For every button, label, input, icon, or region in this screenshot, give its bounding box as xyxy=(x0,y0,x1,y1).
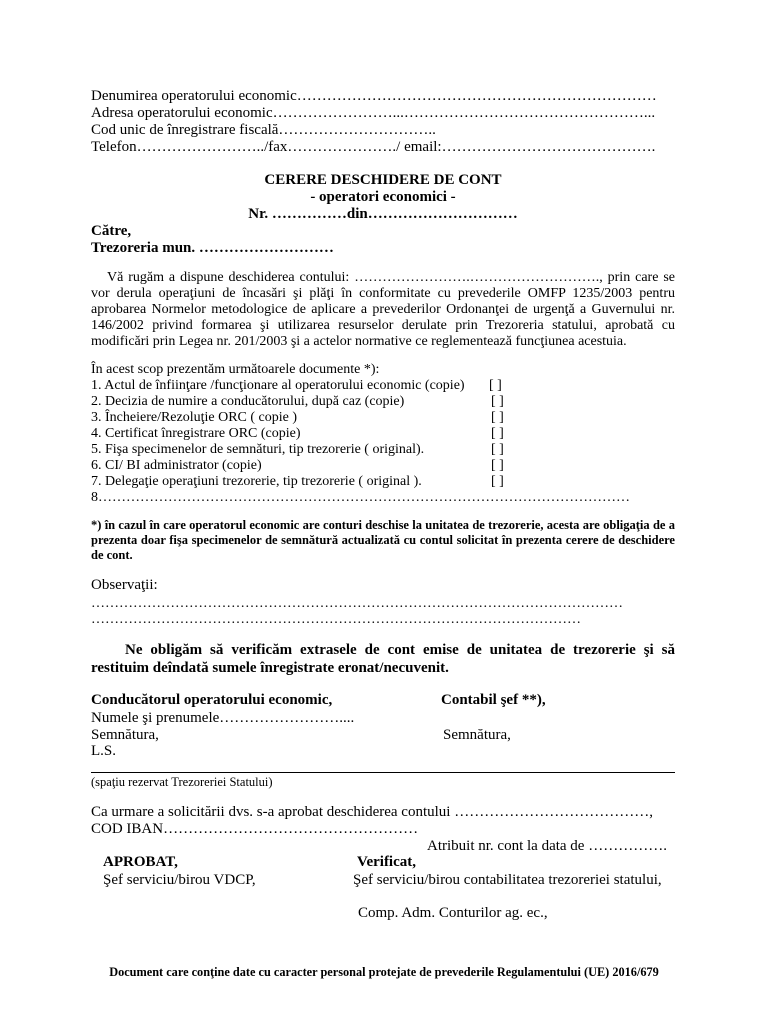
stamp-label: L.S. xyxy=(91,743,117,759)
verifier-role: Şef serviciu/birou contabilitatea trezoreriei statului, xyxy=(353,872,662,888)
footnote: *) în cazul în care operatorul economic are conturi deschise la unitatea de trezorerie, acesta are obligaţia de a prezenta doar fişa specimenelor de semnătură actualizată cu contul solicitat în prezenta cerere de deschidere de cont. xyxy=(91,518,675,562)
request-paragraph: Vă rugăm a dispune deschiderea contului: …………………….………………………., prin care se vor derula operaţiuni de încasări şi plăţi în conformitate cu prevederile OMFP 1235/2003 pentru aprobarea Normelor metodologice de aplicare a prevederilor Ordonanţei de urgenţă a Guvernului nr. 146/2002 privind formarea şi utilizarea resurselor derulate prin Trezoreria statului, aprobată cu modificări prin Legea nr. 201/2003 şi a actelor normative ce reglementează funcţiunea acestuia. xyxy=(91,270,675,349)
document-item: 7. Delegaţie operaţiuni trezorerie, tip trezorerie ( original ). xyxy=(91,474,422,489)
observations-label: Observaţii: xyxy=(91,577,158,593)
document-checkbox[interactable]: [ ] xyxy=(491,442,504,457)
document-item: 3. Încheiere/Rezoluţie ORC ( copie ) xyxy=(91,410,298,425)
document-checkbox[interactable]: [ ] xyxy=(489,378,502,393)
verified-title: Verificat, xyxy=(357,854,417,870)
chief-accountant-title: Contabil şef **), xyxy=(441,692,546,708)
commitment-statement: Ne obligăm să verificăm extrasele de cont emise de unitatea de trezorerie şi să restituim deîndată sumele înregistrate eronat/necuvenit. xyxy=(91,642,675,676)
fiscal-code-line: Cod unic de înregistrare fiscală………………………….. xyxy=(91,122,436,138)
approved-title: APROBAT, xyxy=(103,854,178,870)
iban-line: COD IBAN…………………………………………… xyxy=(91,821,419,837)
full-name-line: Numele şi prenumele…………………….... xyxy=(91,710,355,726)
document-checkbox[interactable]: [ ] xyxy=(491,426,504,441)
operator-address-line: Adresa operatorului economic……………………...…………………………………………... xyxy=(91,105,656,121)
privacy-footer: Document care conţine date cu caracter personal protejate de prevederile Regulamentului (UE) 2016/679 xyxy=(109,965,659,979)
document-checkbox[interactable]: [ ] xyxy=(491,394,504,409)
document-item-other: 8…………………………………………………………………………………………………… xyxy=(91,490,630,505)
manager-signature-label: Semnătura, xyxy=(91,727,159,743)
document-item: 6. CI/ BI administrator (copie) xyxy=(91,458,262,473)
accountant-signature-label: Semnătura, xyxy=(443,727,511,743)
manager-title: Conducătorul operatorului economic, xyxy=(91,692,333,708)
document-checkbox[interactable]: [ ] xyxy=(491,410,504,425)
document-item: 2. Decizia de numire a conducătorului, după caz (copie) xyxy=(91,394,405,409)
document-subtitle: - operatori economici - xyxy=(310,189,456,205)
document-checkbox[interactable]: [ ] xyxy=(491,474,504,489)
approval-line: Ca urmare a solicitării dvs. s-a aprobat deschiderea contului …………………………………, xyxy=(91,804,653,820)
documents-intro: În acest scop prezentăm următoarele documente *): xyxy=(91,362,380,377)
observations-line: …………………………………………………………………………………………… xyxy=(91,612,581,627)
treasury-name: Trezoreria mun. ……………………… xyxy=(91,240,334,256)
account-assignment-line: Atribuit nr. cont la data de ……………. xyxy=(427,838,667,854)
contact-line: Telefon……………………../fax…………………./ email:……………………………………. xyxy=(91,139,656,155)
document-number: Nr. ……………din………………………… xyxy=(248,206,518,222)
document-item: 5. Fişa specimenelor de semnături, tip trezorerie ( original). xyxy=(91,442,425,457)
approver-role: Şef serviciu/birou VDCP, xyxy=(103,872,256,888)
observations-line: …………………………………………………………………………………………………… xyxy=(91,596,623,611)
accounts-department: Comp. Adm. Conturilor ag. ec., xyxy=(358,905,548,921)
document-title: CERERE DESCHIDERE DE CONT xyxy=(264,172,502,188)
document-item: 4. Certificat înregistrare ORC (copie) xyxy=(91,426,301,441)
document-item: 1. Actul de înfiinţare /funcţionare al operatorului economic (copie) xyxy=(91,378,465,393)
document-checkbox[interactable]: [ ] xyxy=(491,458,504,473)
reserved-note: (spaţiu rezervat Trezoreriei Statului) xyxy=(91,775,273,789)
operator-name-line: Denumirea operatorului economic……………………………………………………………… xyxy=(91,88,657,104)
addressee-label: Către, xyxy=(91,223,132,239)
section-divider xyxy=(91,772,675,773)
